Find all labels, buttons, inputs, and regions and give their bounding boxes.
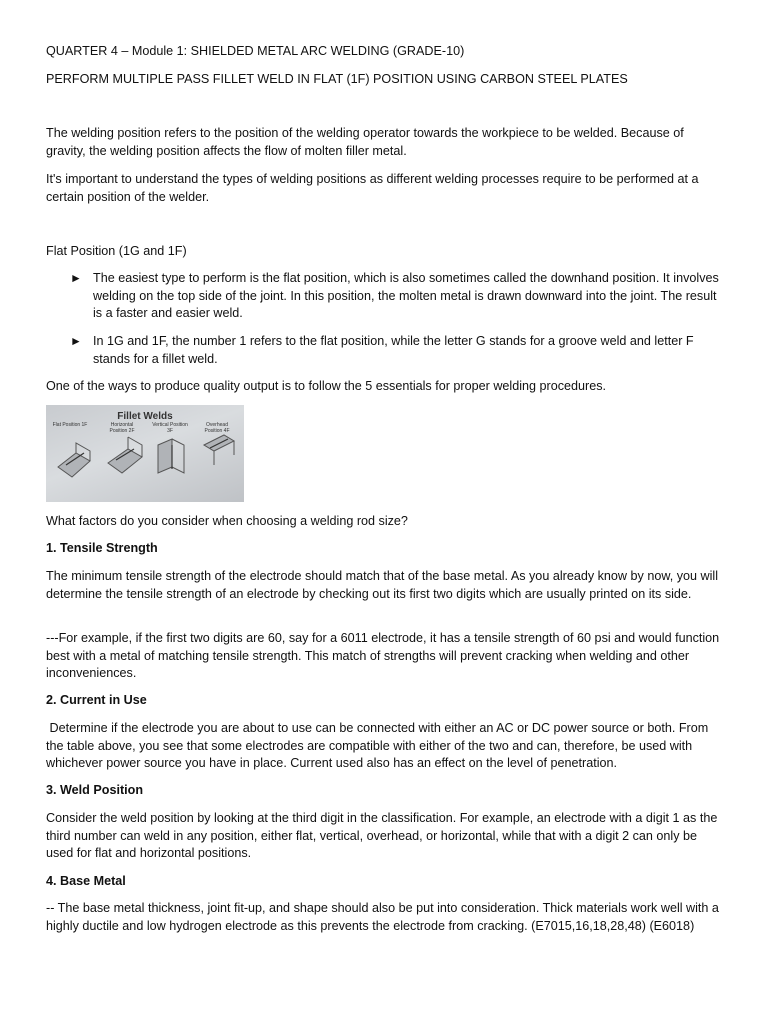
section-heading-tensile-strength: 1. Tensile Strength xyxy=(46,541,158,555)
right-pointer-icon: ► xyxy=(70,271,82,285)
tensile-example-paragraph: ---For example, if the first two digits are 60, say for a 6011 electrode, it has a tensile strength of 60 psi and would function best with a metal of matching tensile strength. This match of strengths will prevent cracking when welding and other inconveniences. xyxy=(46,631,720,681)
task-title: PERFORM MULTIPLE PASS FILLET WELD IN FLAT (1F) POSITION USING CARBON STEEL PLATES xyxy=(46,72,628,86)
section-heading-weld-position: 3. Weld Position xyxy=(46,783,144,797)
section-heading-current-in-use: 2. Current in Use xyxy=(46,693,147,707)
weld-sketches xyxy=(46,405,244,502)
tensile-strength-paragraph: The minimum tensile strength of the electrode should match that of the base metal. As you already know by now, you will determine the tensile strength of an electrode by checking out its first two digits which are usually printed on its side. xyxy=(46,569,719,601)
intro-paragraph-2: It's important to understand the types of welding positions as different welding processes require to be performed at a certain position of the welder. xyxy=(46,172,699,204)
bullet-item xyxy=(70,270,720,324)
bullet-text: The easiest type to perform is the flat position, which is also sometimes called the downhand position. It involves welding on the top side of the joint. In this position, the molten metal is drawn downward into the joint. The result is a faster and easier weld. xyxy=(93,271,719,321)
module-title: QUARTER 4 – Module 1: SHIELDED METAL ARC WELDING (GRADE-10) xyxy=(46,44,465,58)
figure-label: Overhead Position 4F xyxy=(204,422,230,434)
rod-size-question: What factors do you consider when choosing a welding rod size? xyxy=(46,514,408,528)
section-heading-base-metal: 4. Base Metal xyxy=(46,874,126,888)
weld-position-paragraph: Consider the weld position by looking at the third digit in the classification. For example, an electrode with a digit 1 as the third number can weld in any position, either flat, vertical, overhead, or horizontal, while that with a digit 2 can only be used for flat and horizontal positions. xyxy=(46,811,718,861)
figure-title: Fillet Welds xyxy=(117,411,173,422)
fillet-welds-photo xyxy=(46,405,244,502)
base-metal-paragraph: -- The base metal thickness, joint fit-up, and shape should also be put into consideration. Thick materials work well with a highly ductile and low hydrogen electrode as this prevents the electrode from cracking. (E7015,16,18,28,48) (E6018) xyxy=(46,901,719,933)
essentials-sentence: One of the ways to produce quality output is to follow the 5 essentials for proper welding procedures. xyxy=(46,379,607,393)
right-pointer-icon: ► xyxy=(70,334,82,348)
intro-paragraph-1: The welding position refers to the position of the welding operator towards the workpiece to be welded. Because of gravity, the welding position affects the flow of molten filler metal. xyxy=(46,126,684,158)
bullet-item xyxy=(70,333,720,369)
current-in-use-paragraph: Determine if the electrode you are about to use can be connected with either an AC or DC power source or both. From the table above, you see that some electrodes are compatible with either of the two and can, therefore, be used with whichever power source you have in place. Current used also has an effect on the level of penetration. xyxy=(46,721,712,771)
figure-label: Horizontal Position 2F xyxy=(109,422,135,434)
bullet-text: In 1G and 1F, the number 1 refers to the flat position, while the letter G stands for a groove weld and letter F stands for a fillet weld. xyxy=(93,334,694,366)
figure-label: Vertical Position 3F xyxy=(152,422,188,434)
flat-position-heading: Flat Position (1G and 1F) xyxy=(46,244,187,258)
figure-label: Flat Position 1F xyxy=(52,422,88,428)
